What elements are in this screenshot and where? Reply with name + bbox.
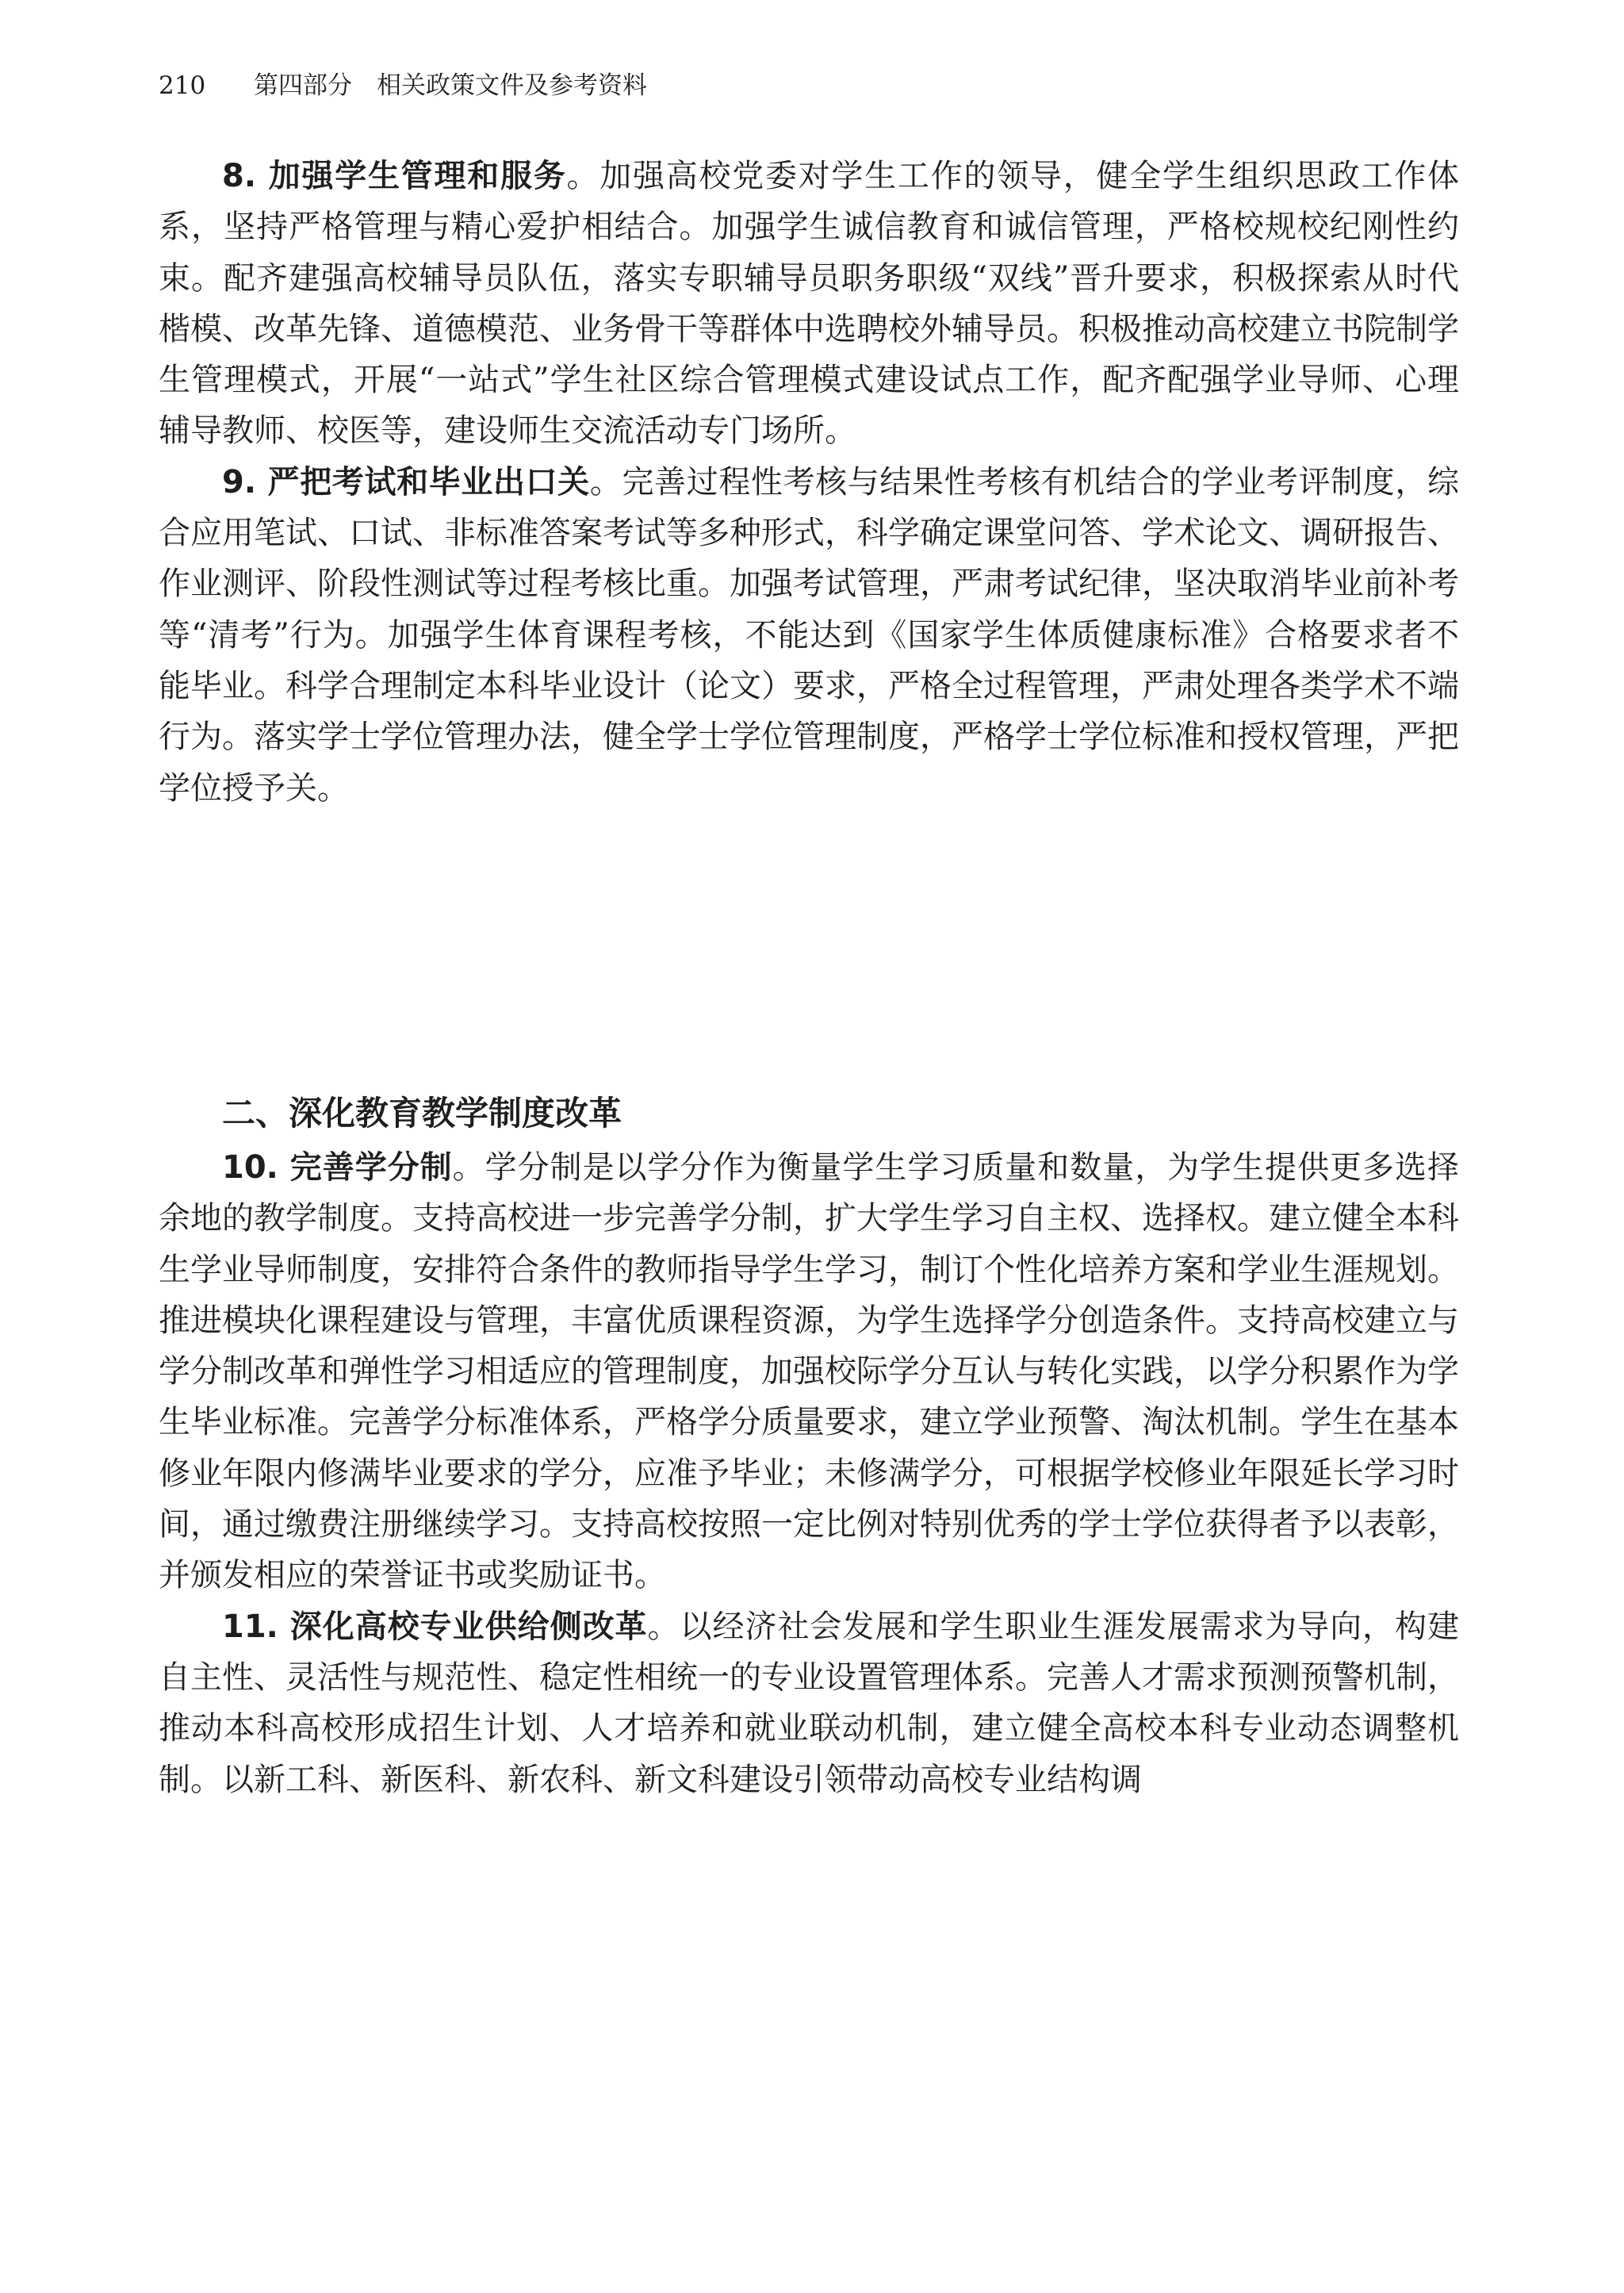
item-10-body: 。学分制是以学分作为衡量学生学习质量和数量，为学生提供更多选择余地的教学制度。支持高校进一步完善学分制，扩大学生学习自主权、选择权。建立健全本科生学业导师制度，安排符合条件的教师指导学生学习，制订个性化培养方案和学业生涯规划。推进模块化课程建设与管理，丰富优质课程资源，为学生选择学分创造条件。支持高校建立与学分制改革和弹性学习相适应的管理制度，加强校际学分互认与转化实践，以学分积累作为学生毕业标准。完善学分标准体系，严格学分质量要求，建立学业预警、淘汰机制。学生在基本修业年限内修满毕业要求的学分，应准予毕业；未修满学分，可根据学校修业年限延长学习时间，通过缴费注册继续学习。支持高校按照一定比例对特别优秀的学士学位获得者予以表彰，并颁发相应的荣誉证书或奖励证书。 xyxy=(159,1149,1459,1594)
item-9-body: 。完善过程性考核与结果性考核有机结合的学业考评制度，综合应用笔试、口试、非标准答案考试等多种形式，科学确定课堂问答、学术论文、调研报告、作业测评、阶段性测试等过程考核比重。加强考试管理，严肃考试纪律，坚决取消毕业前补考等“清考”行为。加强学生体育课程考核，不能达到《国家学生体质健康标准》合格要求者不能毕业。科学合理制定本科毕业设计（论文）要求，严格全过程管理，严肃处理各类学术不端行为。落实学士学位管理办法，健全学士学位管理制度，严格学士学位标准和授权管理，严把学位授予关。 xyxy=(159,463,1460,807)
paragraph-item-10 xyxy=(159,1142,1459,1601)
item-11-title: 11. 深化高校专业供给侧改革 xyxy=(222,1608,648,1645)
page-number: 210 xyxy=(159,71,206,100)
text-block-part-two xyxy=(159,1142,1459,1805)
running-header xyxy=(159,70,647,102)
item-8-body: 。加强高校党委对学生工作的领导，健全学生组织思政工作体系，坚持严格管理与精心爱护相结合。加强学生诚信教育和诚信管理，严格校规校纪刚性约束。配齐建强高校辅导员队伍，落实专职辅导员职务职级“双线”晋升要求，积极探索从时代楷模、改革先锋、道德模范、业务骨干等群体中选聘校外辅导员。积极推动高校建立书院制学生管理模式，开展“一站式”学生社区综合管理模式建设试点工作，配齐配强学业导师、心理辅导教师、校医等，建设师生交流活动专门场所。 xyxy=(159,158,1460,450)
paragraph-item-8 xyxy=(159,151,1459,457)
item-10-title: 10. 完善学分制 xyxy=(222,1149,453,1186)
item-9-title: 9. 严把考试和毕业出口关 xyxy=(222,463,590,500)
item-8-title: 8. 加强学生管理和服务 xyxy=(222,158,567,194)
section-heading: 二、深化教育教学制度改革 xyxy=(222,1094,622,1133)
text-block-part-one xyxy=(159,151,1459,814)
paragraph-item-11 xyxy=(159,1601,1459,1805)
section-title: 第四部分 相关政策文件及参考资料 xyxy=(254,71,647,100)
item-11-body: 。以经济社会发展和学生职业生涯发展需求为导向，构建自主性、灵活性与规范性、稳定性相统一的专业设置管理体系。完善人才需求预测预警机制，推动本科高校形成招生计划、人才培养和就业联动机制，建立健全高校本科专业动态调整机制。以新工科、新医科、新农科、新文科建设引领带动高校专业结构调 xyxy=(159,1608,1459,1798)
paragraph-item-9 xyxy=(159,457,1459,814)
